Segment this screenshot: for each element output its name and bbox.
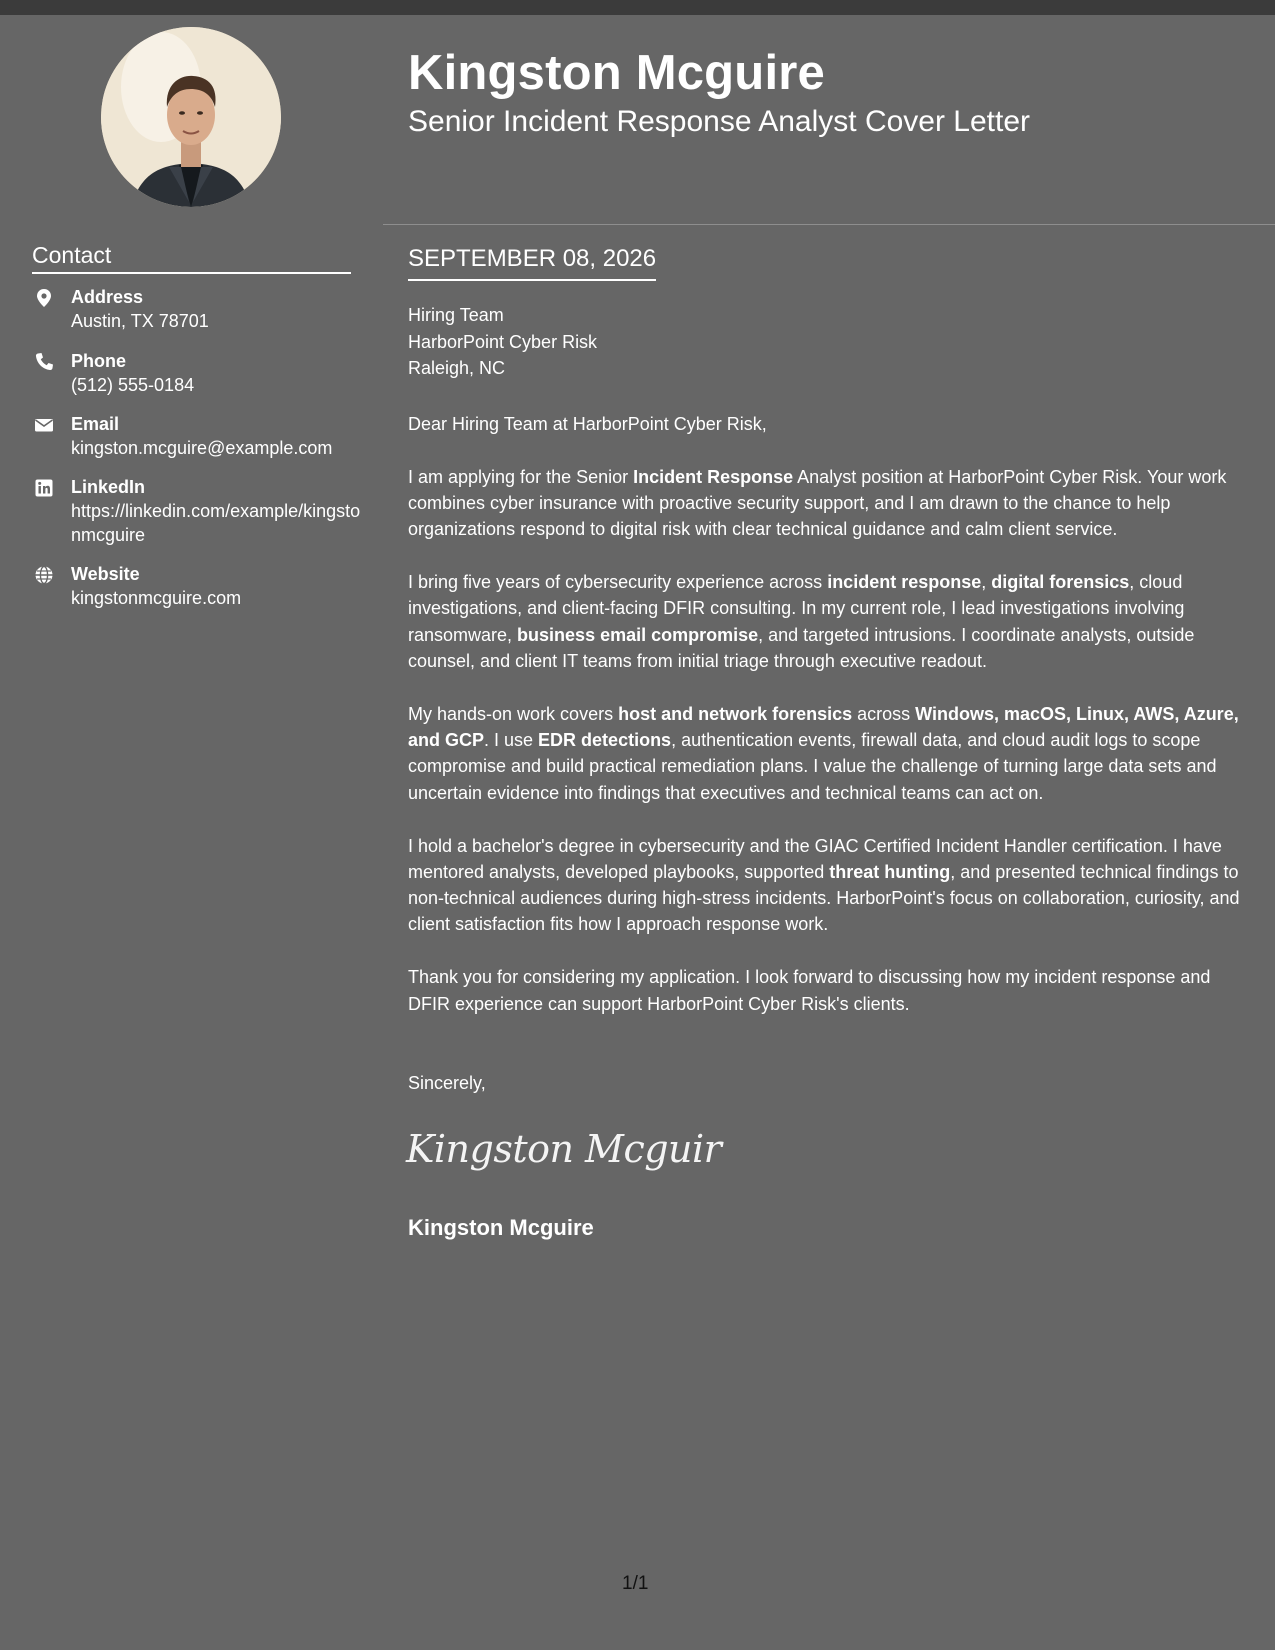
emphasis-text: host and network forensics (618, 703, 853, 724)
website-value[interactable]: kingstonmcguire.com (71, 588, 242, 608)
contact-item-linkedin (32, 475, 362, 547)
phone-value: (512) 555-0184 (71, 375, 195, 395)
paragraph-text: , cloud investigations, and client-facing DFIR consulting. In my current role, I lead investigations involving ransomware, (408, 572, 1185, 645)
address-label: Address (71, 287, 144, 307)
contact-heading: Contact (32, 241, 351, 274)
recipient-line: Hiring Team (408, 305, 504, 325)
profile-photo-drawing (101, 27, 281, 207)
paragraph-text: I hold a bachelor's degree in cybersecurity and the GIAC Certified Incident Handler certification. I have mentored analysts, developed playbooks, supported (408, 835, 1222, 882)
contact-item-website (32, 562, 362, 610)
emphasis-text: business email compromise (517, 624, 759, 645)
page-number: 1/1 (622, 1573, 649, 1594)
paragraph-text: Thank you for considering my application. I look forward to discussing how my incident response and DFIR experience can support HarborPoint Cyber Risk's clients. (408, 967, 1211, 1014)
linkedin-icon (34, 478, 54, 498)
recipient-line: Raleigh, NC (408, 358, 506, 378)
phone-label: Phone (71, 351, 127, 371)
contact-item-email (32, 412, 362, 460)
applicant-name: Kingston Mcguire (408, 46, 825, 100)
contact-item-address (32, 285, 362, 333)
emphasis-text: threat hunting (829, 861, 951, 882)
top-bar (0, 0, 1275, 15)
email-label: Email (71, 414, 120, 434)
body-paragraph (408, 569, 1240, 674)
paragraph-text: I bring five years of cybersecurity experience across (408, 572, 828, 593)
emphasis-text: Windows, macOS, Linux, AWS, Azure, and GCP (408, 703, 1239, 751)
paragraph-text: . I use (484, 730, 539, 751)
globe-icon (34, 565, 54, 585)
recipient-line: HarborPoint Cyber Risk (408, 331, 598, 352)
paragraph-text: , and targeted intrusions. I coordinate analysts, outside counsel, and client IT teams from initial triage through executive readout. (408, 624, 1195, 672)
website-label: Website (71, 564, 140, 584)
emphasis-text: EDR detections (538, 730, 672, 751)
paragraph-text: , (981, 572, 992, 593)
body-paragraph (408, 701, 1240, 806)
paragraph-text: My hands-on work covers (408, 703, 619, 724)
paragraph-text: across (852, 703, 916, 724)
header-divider (383, 224, 1275, 225)
body-paragraph (408, 464, 1240, 543)
salutation: Dear Hiring Team at HarborPoint Cyber Risk, (408, 414, 767, 434)
paragraph-text: , authentication events, firewall data, and cloud audit logs to scope compromise and build practical remediation plans. I value the challenge of turning large data sets and uncertain evidence into findings that executives and technical teams can act on. (408, 730, 1217, 803)
address-value: Austin, TX 78701 (71, 311, 209, 331)
profile-photo (101, 27, 281, 207)
document-title: Senior Incident Response Analyst Cover Letter (408, 105, 1031, 138)
letter-date: SEPTEMBER 08, 2026 (408, 244, 656, 281)
recipient-block (408, 302, 597, 382)
phone-icon (34, 352, 54, 372)
contact-item-phone (32, 349, 362, 397)
body-paragraph (408, 964, 1240, 1017)
paragraph-text: Analyst position at HarborPoint Cyber Risk. Your work combines cyber insurance with proactive security support, and I am drawn to the chance to help organizations respond to digital risk with clear technical guidance and calm client service. (408, 466, 1227, 540)
emphasis-text: digital forensics (991, 572, 1130, 593)
map-pin-icon (34, 288, 54, 308)
letter-body (408, 411, 1240, 1043)
paragraph-text: , and presented technical findings to non-technical audiences during high-stress incidents. HarborPoint's focus on collaboration, curiosity, and client satisfaction fits how I approach response work. (408, 861, 1240, 935)
emphasis-text: Incident Response (633, 466, 794, 487)
linkedin-label: LinkedIn (71, 477, 146, 497)
paragraph-text: I am applying for the Senior (408, 466, 634, 487)
body-paragraph (408, 833, 1240, 938)
envelope-icon (34, 415, 54, 435)
signed-name: Kingston Mcguire (408, 1215, 594, 1240)
emphasis-text: incident response (827, 572, 982, 593)
email-value[interactable]: kingston.mcguire@example.com (71, 438, 333, 458)
linkedin-value[interactable]: https://linkedin.com/example/kingstonmcguire (71, 501, 361, 545)
handwritten-signature: Kingston Mcguir (406, 1127, 722, 1171)
closing: Sincerely, (408, 1073, 486, 1093)
